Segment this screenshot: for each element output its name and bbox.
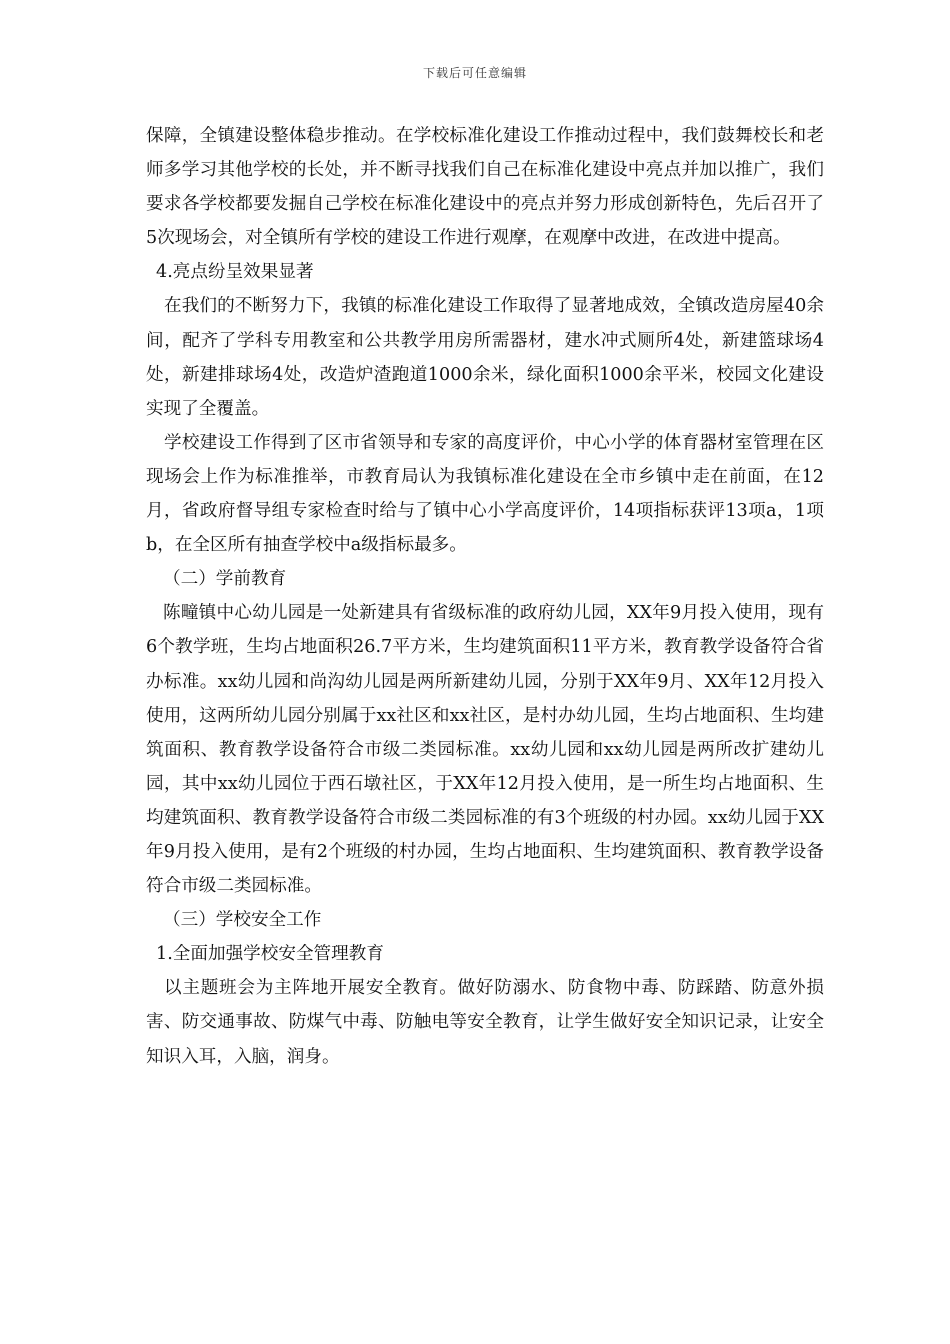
subheading-highlights: 4.亮点纷呈效果显著 xyxy=(156,262,314,283)
paragraph-continuation: 保障，全镇建设整体稳步推动。在学校标准化建设工作推动过程中，我们鼓舞校长和老师多学习其他学校的长处，并不断寻找我们自己在标准化建设中亮点并加以推广，我们要求各学校都要发掘自己学校在标准化建设中的亮点并努力形成创新特色，先后召开了5次现场会，对全镇所有学校的建设工作进行观摩，在观摩中改进，在改进中提高。 xyxy=(146,126,824,249)
paragraph-evaluation: 学校建设工作得到了区市省领导和专家的高度评价，中心小学的体育器材室管理在区现场会上作为标准推举，市教育局认为我镇标准化建设在全市乡镇中走在前面，在12月，省政府督导组专家检查时给与了镇中心小学高度评价，14项指标获评13项a，1项b，在全区所有抽查学校中a级指标最多。 xyxy=(146,432,824,556)
paragraph-safety-education: 以主题班会为主阵地开展安全教育。做好防溺水、防食物中毒、防踩踏、防意外损害、防交通事故、防煤气中毒、防触电等安全教育，让学生做好安全知识记录，让安全知识入耳，入脑，润身。 xyxy=(146,978,824,1067)
subheading-safety-management: 1.全面加强学校安全管理教育 xyxy=(156,944,384,965)
document-body xyxy=(146,119,824,1074)
section-heading-preschool: （二）学前教育 xyxy=(163,569,287,590)
paragraph-preschool: 陈疃镇中心幼儿园是一处新建具有省级标准的政府幼儿园，XX年9月投入使用，现有6个教学班，生均占地面积26.7平方米，生均建筑面积11平方米，教育教学设备符合省办标准。xx幼儿园和尚沟幼儿园是两所新建幼儿园，分别于XX年9月、XX年12月投入使用，这两所幼儿园分别属于xx社区和xx社区，是村办幼儿园，生均占地面积、生均建筑面积、教育教学设备符合市级二类园标准。xx幼儿园和xx幼儿园是两所改扩建幼儿园，其中xx幼儿园位于西石墩社区，于XX年12月投入使用，是一所生均占地面积、生均建筑面积、教育教学设备符合市级二类园标准的有3个班级的村办园。xx幼儿园于XX年9月投入使用，是有2个班级的村办园，生均占地面积、生均建筑面积、教育教学设备符合市级二类园标准。 xyxy=(146,603,824,897)
section-heading-safety: （三）学校安全工作 xyxy=(163,910,322,931)
page-header: 下载后可任意编辑 xyxy=(422,66,527,80)
paragraph-results: 在我们的不断努力下，我镇的标准化建设工作取得了显著地成效，全镇改造房屋40余间，配齐了学科专用教室和公共教学用房所需器材，建水冲式厕所4处，新建篮球场4处，新建排球场4处，改造炉渣跑道1000余米，绿化面积1000余平米，校园文化建设实现了全覆盖。 xyxy=(146,296,824,419)
